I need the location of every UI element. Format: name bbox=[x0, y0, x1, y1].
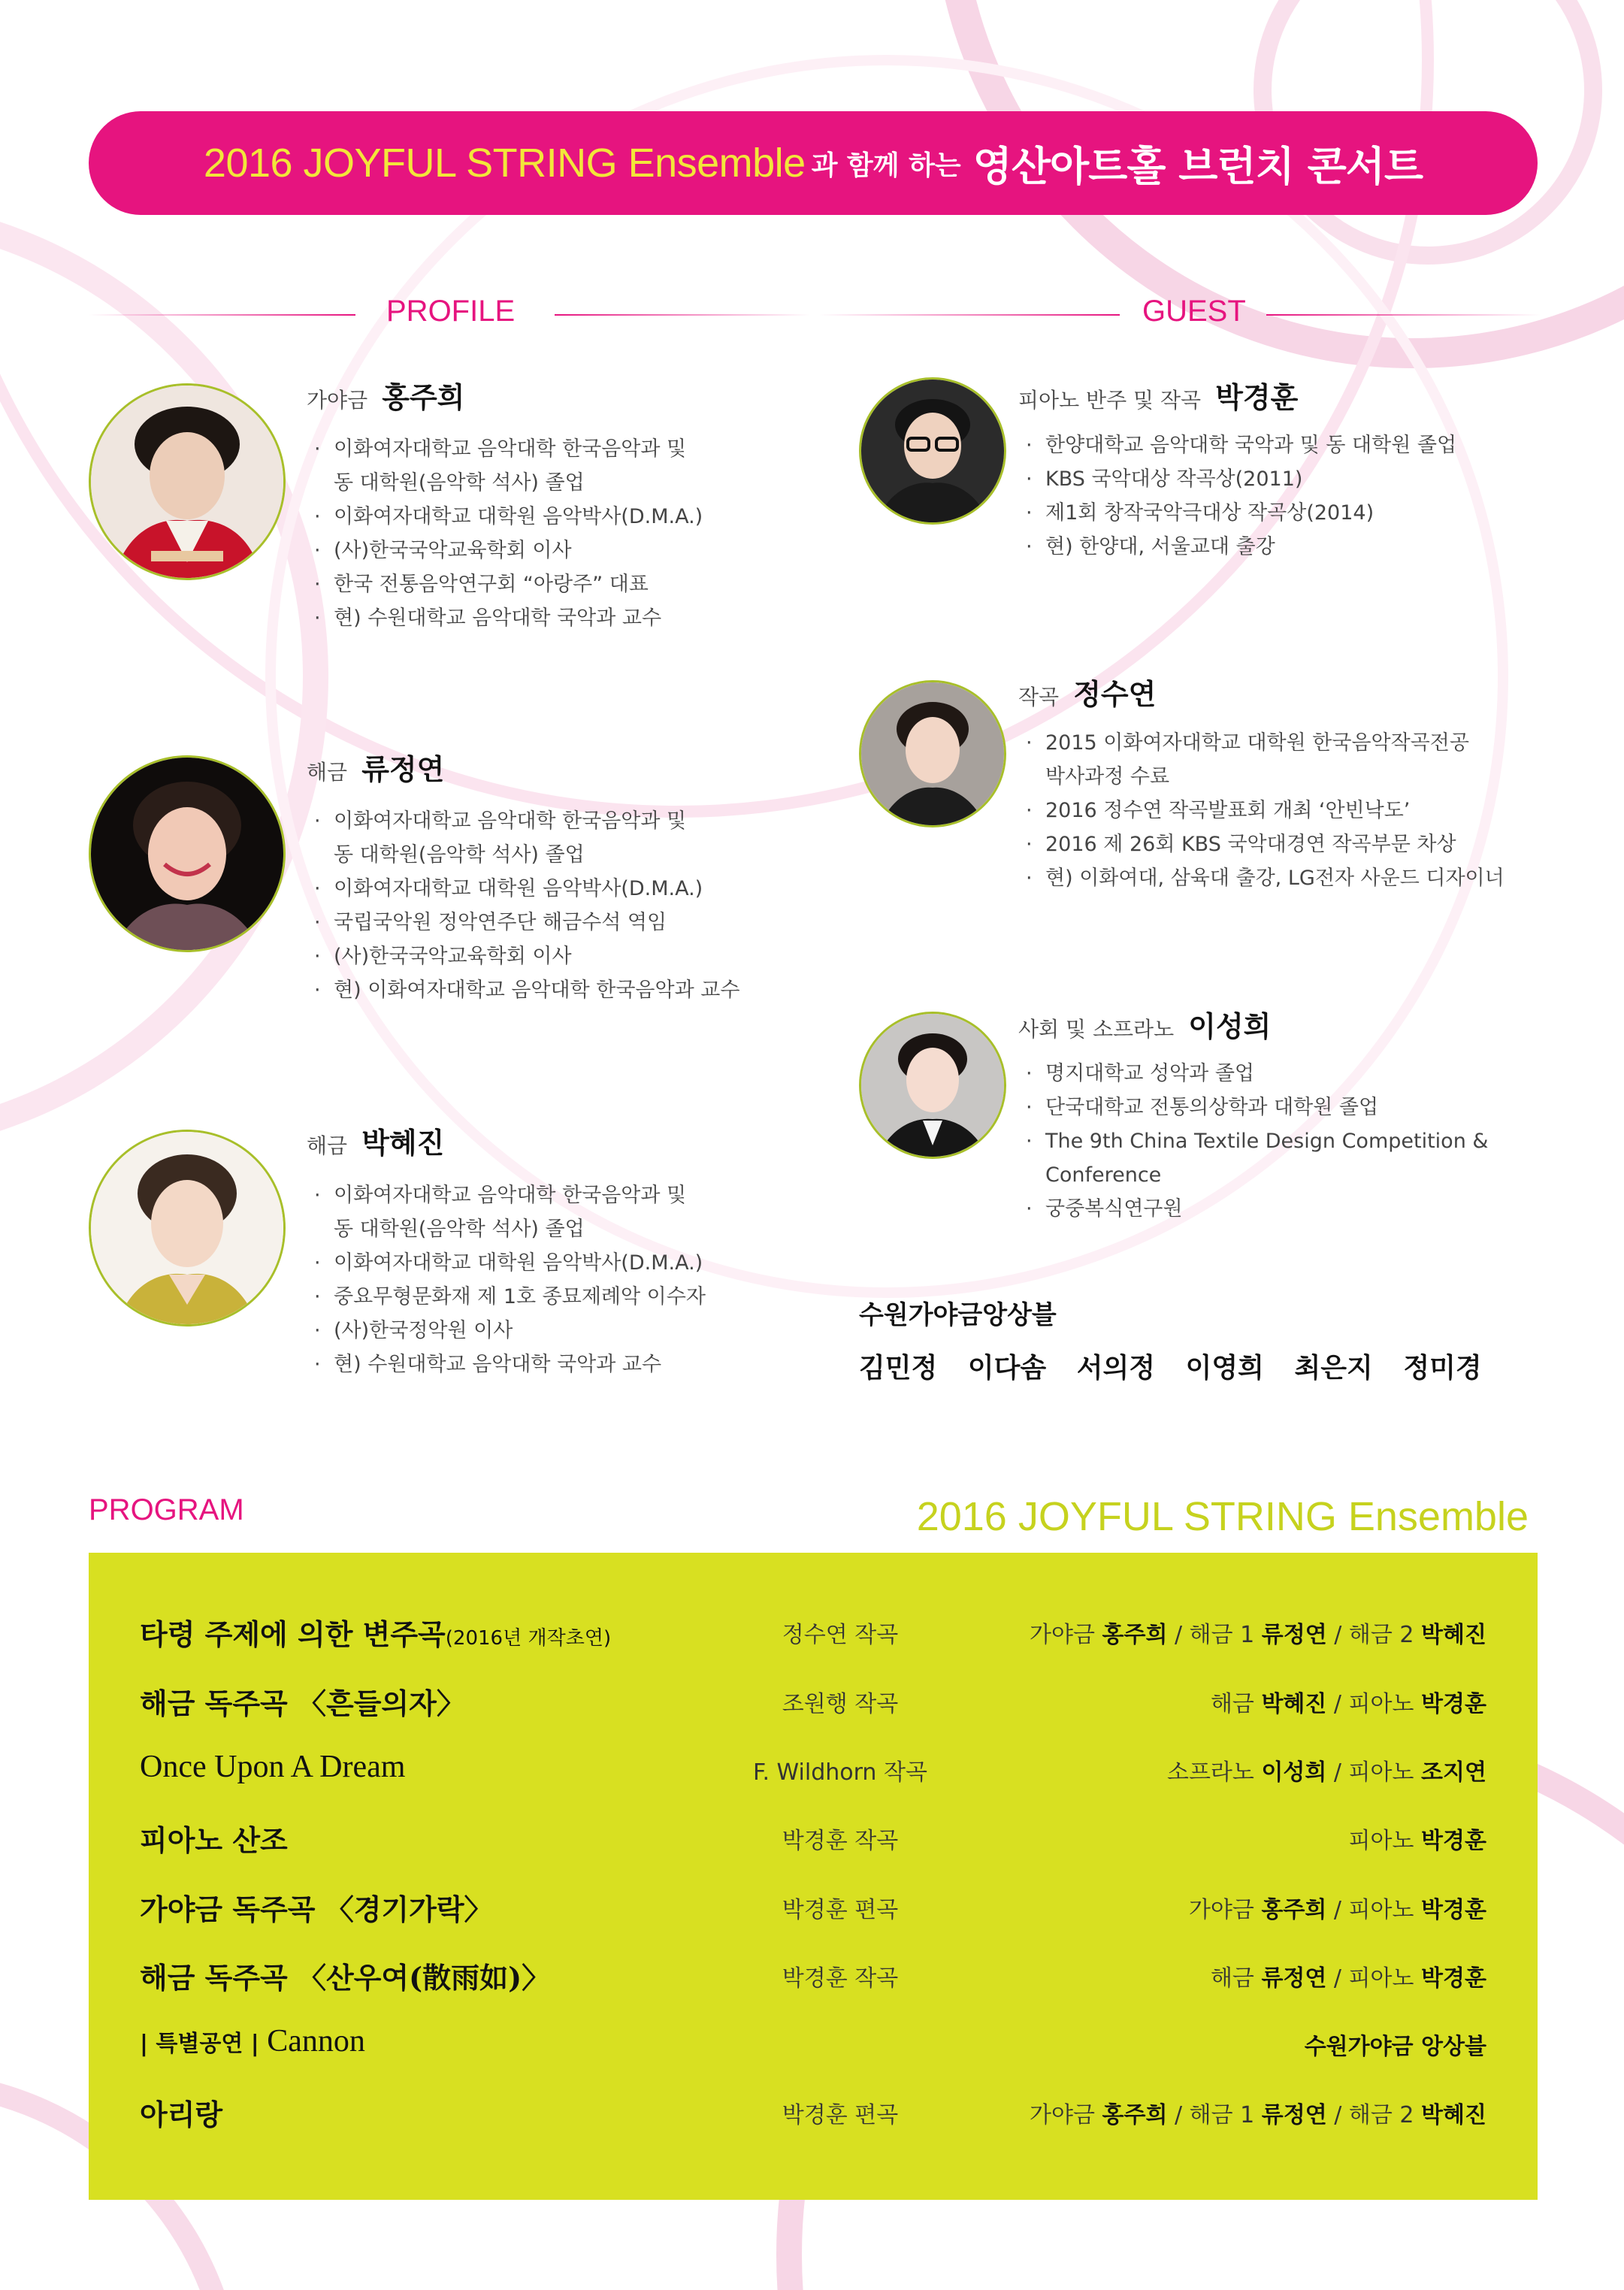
member-name: 서의정 bbox=[1076, 1353, 1156, 1384]
photo-ryu-jeongyeon bbox=[89, 755, 286, 952]
divider bbox=[555, 314, 810, 316]
photo-hong-juhee bbox=[89, 383, 286, 580]
guest-title bbox=[1018, 1003, 1271, 1045]
member-name: 이영희 bbox=[1185, 1353, 1264, 1384]
piece-title: 타령 주제에 의한 변주곡(2016년 개작초연) bbox=[140, 1617, 612, 1651]
performers: 피아노 박경훈 bbox=[1348, 1828, 1486, 1854]
profile-title bbox=[307, 746, 444, 788]
cv-item: · 2015 이화여자대학교 대학원 한국음악작곡전공 bbox=[1026, 731, 1469, 755]
composer: 조원행 작곡 bbox=[782, 1691, 899, 1717]
cv-item: · (사)한국국악교육학회 이사 bbox=[314, 539, 572, 562]
piece-title: 피아노 산조 bbox=[140, 1823, 288, 1857]
profile-heading: PROFILE bbox=[386, 295, 516, 328]
cv-item: · 단국대학교 전통의상학과 대학원 졸업 bbox=[1026, 1096, 1379, 1119]
instrument-label: 해금 bbox=[307, 1133, 348, 1158]
composer: 박경훈 편곡 bbox=[782, 2102, 899, 2128]
program-heading: PROGRAM bbox=[89, 1493, 244, 1526]
cv-item: 박사과정 수료 bbox=[1045, 765, 1170, 788]
role-label: 사회 및 소프라노 bbox=[1018, 1017, 1175, 1042]
cv-item: · (사)한국정악원 이사 bbox=[314, 1319, 513, 1342]
divider bbox=[819, 314, 1120, 316]
person-name: 류정연 bbox=[361, 753, 445, 786]
performers: 해금 박혜진 / 피아노 박경훈 bbox=[1210, 1691, 1486, 1717]
cv-item: · 이화여자대학교 음악대학 한국음악과 및 bbox=[314, 1184, 687, 1207]
special-performance-label: | 특별공연 | bbox=[140, 2031, 259, 2057]
cv-item: · 명지대학교 성악과 졸업 bbox=[1026, 1062, 1254, 1085]
performers: 가야금 홍주희 / 해금 1 류정연 / 해금 2 박혜진 bbox=[1030, 1622, 1486, 1648]
cv-item: · 국립국악원 정악연주단 해금수석 역임 bbox=[314, 911, 667, 934]
cv-list bbox=[1026, 726, 1505, 895]
person-name: 박경훈 bbox=[1215, 381, 1299, 414]
person-name: 정수연 bbox=[1073, 678, 1157, 711]
cv-item: · 한양대학교 음악대학 국악과 및 동 대학원 졸업 bbox=[1026, 434, 1457, 457]
cv-item: · 현) 수원대학교 음악대학 국악과 교수 bbox=[314, 607, 662, 630]
member-name: 이다솜 bbox=[967, 1353, 1047, 1384]
cv-item: · 이화여자대학교 음악대학 한국음악과 및 bbox=[314, 809, 687, 833]
person-name: 홍주희 bbox=[382, 381, 465, 414]
cv-item: 동 대학원(음악학 석사) 졸업 bbox=[334, 471, 585, 495]
cv-list bbox=[314, 432, 703, 635]
piece-title: 해금 독주곡 〈흔들의자〉 bbox=[140, 1686, 465, 1720]
cv-list bbox=[1026, 1057, 1488, 1226]
portrait-image bbox=[861, 1014, 1004, 1157]
member-name: 정미경 bbox=[1403, 1353, 1482, 1384]
photo-jeong-suyeon bbox=[859, 680, 1006, 827]
portrait-image bbox=[91, 1132, 283, 1324]
piece-note: (2016년 개작초연) bbox=[445, 1627, 612, 1650]
cv-list bbox=[1026, 428, 1456, 564]
program-ensemble-title: 2016 JOYFUL STRING Ensemble bbox=[916, 1494, 1529, 1539]
piece-title: Once Upon A Dream bbox=[140, 1750, 406, 1784]
ensemble-members bbox=[859, 1347, 1503, 1385]
cv-item: · 제1회 창작국악극대상 작곡상(2014) bbox=[1026, 501, 1375, 525]
divider bbox=[89, 314, 355, 316]
program-row bbox=[89, 2092, 1538, 2137]
guest-header bbox=[819, 292, 1541, 337]
instrument-label: 해금 bbox=[307, 760, 348, 785]
profile-header bbox=[89, 292, 810, 337]
composer: 박경훈 작곡 bbox=[782, 1965, 899, 1992]
program-row bbox=[89, 1817, 1538, 1862]
cv-item: · KBS 국악대상 작곡상(2011) bbox=[1026, 467, 1303, 491]
divider bbox=[1266, 314, 1541, 316]
role-label: 작곡 bbox=[1018, 685, 1060, 709]
composer: F. Wildhorn 작곡 bbox=[753, 1759, 927, 1786]
program-row bbox=[89, 1955, 1538, 2000]
composer: 정수연 작곡 bbox=[782, 1622, 899, 1648]
photo-park-gyeonghun bbox=[859, 377, 1006, 525]
program-row bbox=[89, 1886, 1538, 1932]
cv-list bbox=[314, 804, 739, 1007]
cv-item: · 2016 제 26회 KBS 국악대경연 작곡부문 차상 bbox=[1026, 833, 1456, 856]
program-row bbox=[89, 1611, 1538, 1656]
program-list bbox=[89, 1553, 1538, 2200]
cv-item: · 현) 한양대, 서울교대 출강 bbox=[1026, 535, 1275, 558]
person-name: 이성희 bbox=[1188, 1010, 1272, 1043]
profile-title bbox=[307, 374, 464, 416]
performers: 수원가야금 앙상블 bbox=[1304, 2034, 1486, 2060]
piece-title: 아리랑 bbox=[140, 2098, 223, 2131]
person-name: 박혜진 bbox=[361, 1127, 445, 1160]
cv-item: · 궁중복식연구원 bbox=[1026, 1197, 1183, 1221]
cv-item: · 이화여자대학교 대학원 음악박사(D.M.A.) bbox=[314, 1251, 703, 1275]
cv-item: · 2016 정수연 작곡발표회 개최 ‘안빈낙도’ bbox=[1026, 799, 1411, 822]
cv-item: · 이화여자대학교 음악대학 한국음악과 및 bbox=[314, 437, 687, 461]
cv-item: · 한국 전통음악연구회 “아랑주” 대표 bbox=[314, 573, 649, 596]
cv-item: · The 9th China Textile Design Competition & bbox=[1026, 1130, 1489, 1153]
guest-title bbox=[1018, 671, 1156, 712]
portrait-image bbox=[91, 758, 283, 950]
profile-title bbox=[307, 1120, 444, 1161]
banner-connector: 과 함께 하는 bbox=[811, 150, 961, 181]
piece-title: | 특별공연 | Cannon bbox=[140, 2024, 365, 2059]
composer: 박경훈 작곡 bbox=[782, 1828, 899, 1854]
piece-title: 가야금 독주곡 〈경기가락〉 bbox=[140, 1892, 493, 1926]
guest-title bbox=[1018, 374, 1298, 416]
performers: 소프라노 이성희 / 피아노 조지연 bbox=[1166, 1759, 1486, 1786]
cv-item: Conference bbox=[1045, 1163, 1162, 1187]
performers: 해금 류정연 / 피아노 박경훈 bbox=[1210, 1965, 1486, 1992]
portrait-image bbox=[861, 682, 1004, 825]
program-row bbox=[89, 1680, 1538, 1726]
guest-heading: GUEST bbox=[1142, 295, 1246, 328]
piece-title: 해금 독주곡 〈산우여(散雨如)〉 bbox=[140, 1961, 551, 1995]
cv-item: 동 대학원(음악학 석사) 졸업 bbox=[334, 1218, 585, 1241]
cv-item: 동 대학원(음악학 석사) 졸업 bbox=[334, 843, 585, 867]
program-row bbox=[89, 2023, 1538, 2068]
cv-item: · 이화여자대학교 대학원 음악박사(D.M.A.) bbox=[314, 877, 703, 900]
banner-english-title: 2016 JOYFUL STRING Ensemble bbox=[203, 141, 806, 186]
photo-park-hyejin bbox=[89, 1130, 286, 1327]
portrait-image bbox=[91, 386, 283, 578]
performers: 가야금 홍주희 / 피아노 박경훈 bbox=[1188, 1897, 1486, 1923]
instrument-label: 가야금 bbox=[307, 388, 368, 413]
composer: 박경훈 편곡 bbox=[782, 1897, 899, 1923]
title-banner bbox=[89, 111, 1538, 215]
performers: 가야금 홍주희 / 해금 1 류정연 / 해금 2 박혜진 bbox=[1030, 2102, 1486, 2128]
cv-item: · (사)한국국악교육학회 이사 bbox=[314, 945, 572, 968]
photo-lee-seonghee bbox=[859, 1012, 1006, 1159]
portrait-image bbox=[861, 380, 1004, 522]
role-label: 피아노 반주 및 작곡 bbox=[1018, 388, 1202, 413]
ensemble-title: 수원가야금앙상블 bbox=[859, 1300, 1057, 1330]
cv-item: · 현) 이화여자대학교 음악대학 한국음악과 교수 bbox=[314, 979, 740, 1002]
cv-item: · 현) 수원대학교 음악대학 국악과 교수 bbox=[314, 1353, 662, 1376]
program-row bbox=[89, 1749, 1538, 1794]
cv-item: · 중요무형문화재 제 1호 종묘제례악 이수자 bbox=[314, 1285, 706, 1308]
cv-item: · 현) 이화여대, 삼육대 출강, LG전자 사운드 디자이너 bbox=[1026, 867, 1505, 890]
cv-list bbox=[314, 1178, 706, 1381]
member-name: 김민정 bbox=[859, 1353, 938, 1384]
cv-item: · 이화여자대학교 대학원 음악박사(D.M.A.) bbox=[314, 505, 703, 528]
banner-korean-title: 영산아트홀 브런치 콘서트 bbox=[972, 142, 1423, 190]
member-name: 최은지 bbox=[1294, 1353, 1373, 1384]
